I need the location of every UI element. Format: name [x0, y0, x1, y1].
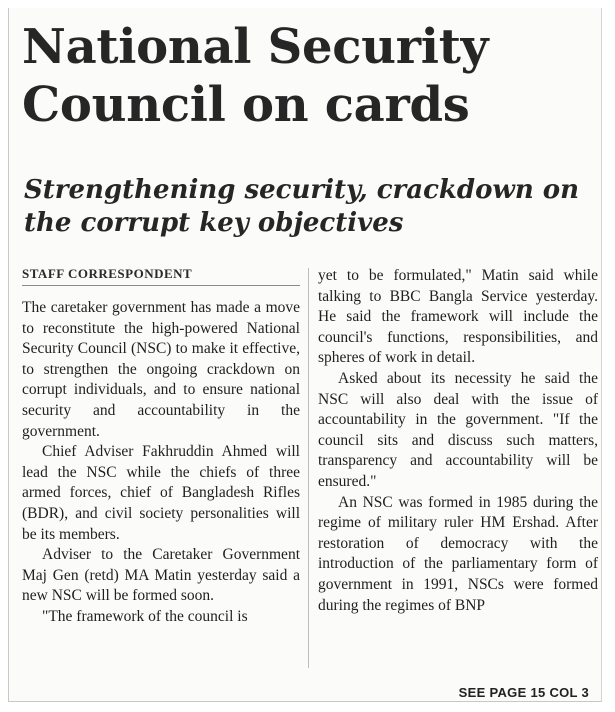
- paragraph: Chief Adviser Fakhruddin Ahmed will lead the NSC while the chiefs of three armed forces, chief of Bangladesh Rifles (BDR), and civil society personalities will be its members.: [22, 443, 300, 543]
- paragraph: "The framework of the council is: [42, 607, 248, 625]
- subheadline: Strengthening security, crackdown on the corrupt key objectives: [24, 175, 580, 238]
- paragraph: The caretaker government has made a move to reconstitute the high-powered National Security Council (NSC) to make it effective, to strengthen the ongoing crackdown on corrupt individuals, and to ensure national security and accountability in the government.: [22, 299, 300, 440]
- paragraph: Adviser to the Caretaker Government Maj Gen (retd) MA Matin yesterday said a new NSC will be formed soon.: [22, 546, 300, 605]
- continuation-jump-line: SEE PAGE 15 COL 3: [458, 685, 589, 700]
- headline: National Security Council on cards: [22, 19, 489, 133]
- article-column-right: [318, 266, 602, 616]
- byline: STAFF CORRESPONDENT: [22, 266, 300, 286]
- column-divider: [308, 268, 309, 668]
- paragraph: yet to be formulated," Matin said while talking to BBC Bangla Service yesterday. He said the framework will include the council's functions, responsibilities, and spheres of work in detail.: [318, 267, 598, 367]
- paragraph: Asked about its necessity he said the NSC will also deal with the issue of accountability in the government. "If the council sits and discuss such matters, transparency and accountability will be ensured.": [318, 369, 598, 490]
- newspaper-clipping: [8, 8, 602, 702]
- article-column-left: [22, 266, 300, 628]
- paragraph: An NSC was formed in 1985 during the regime of military ruler HM Ershad. After restoration of democracy with the introduction of the parliamentary form of government in 1991, NSCs were formed during the regimes of BNP: [318, 493, 598, 614]
